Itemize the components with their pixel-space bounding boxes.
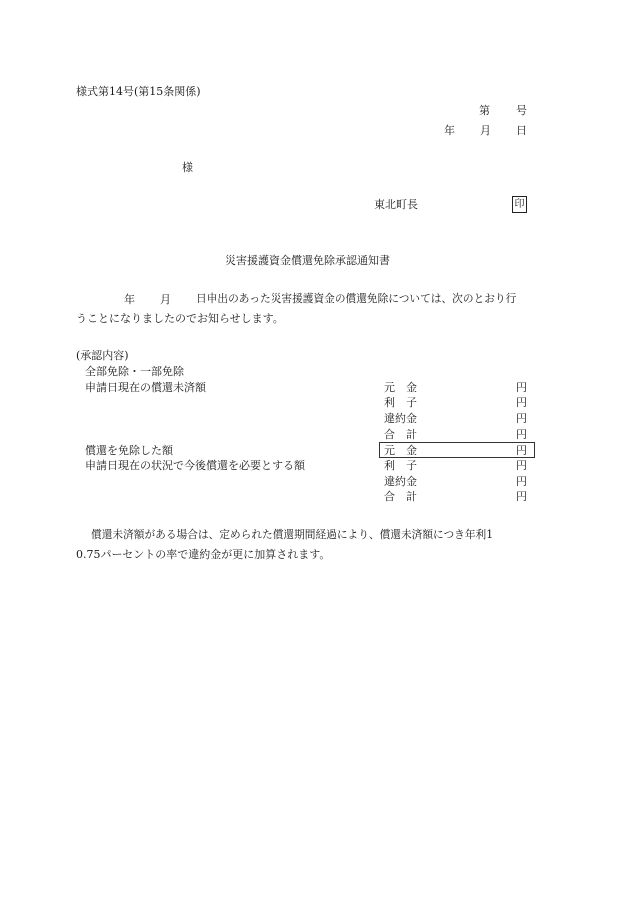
yen-unit: 円 xyxy=(516,490,527,503)
yen-unit: 円 xyxy=(516,396,527,409)
yen-unit: 円 xyxy=(516,444,527,457)
yen-unit: 円 xyxy=(516,381,527,394)
intro-month: 月 xyxy=(160,293,171,306)
yen-unit: 円 xyxy=(516,412,527,425)
unpaid-total-label: 合 計 xyxy=(384,428,417,441)
date-year: 年 xyxy=(444,124,455,137)
approval-heading: (承認内容) xyxy=(76,349,129,362)
exemption-type: 全部免除・一部免除 xyxy=(85,365,184,378)
future-interest-label: 利 子 xyxy=(384,459,417,472)
seal-mark: 印 xyxy=(512,196,527,213)
future-label: 申請日現在の状況で今後償還を必要とする額 xyxy=(85,459,305,472)
yen-unit: 円 xyxy=(516,459,527,472)
doc-number-suffix: 号 xyxy=(516,104,527,117)
document-title: 災害援護資金償還免除承認通知書 xyxy=(225,254,390,267)
intro-line-1: 日申出のあった災害援護資金の償還免除については、次のとおり行 xyxy=(196,292,517,305)
yen-unit: 円 xyxy=(516,428,527,441)
future-penalty-label: 違約金 xyxy=(384,475,417,488)
form-label: 様式第14号(第15条関係) xyxy=(76,85,201,98)
date-month: 月 xyxy=(480,124,491,137)
yen-unit: 円 xyxy=(516,475,527,488)
unpaid-principal-label: 元 金 xyxy=(384,381,417,394)
addressee-suffix: 様 xyxy=(182,161,193,174)
date-day: 日 xyxy=(516,124,527,137)
doc-number-prefix: 第 xyxy=(479,104,490,117)
unpaid-interest-label: 利 子 xyxy=(384,396,417,409)
intro-line-2: うことになりましたのでお知らせします。 xyxy=(76,312,284,325)
exempted-principal-label: 元 金 xyxy=(384,444,417,457)
unpaid-label: 申請日現在の償還未済額 xyxy=(85,381,206,394)
note-line-1: 償還未済額がある場合は、定められた償還期間経過により、償還未済額につき年利1 xyxy=(91,528,494,541)
intro-year: 年 xyxy=(124,293,135,306)
unpaid-penalty-label: 違約金 xyxy=(384,412,417,425)
exempted-label: 償還を免除した額 xyxy=(85,444,173,457)
issuer-title: 東北町長 xyxy=(374,198,418,211)
future-total-label: 合 計 xyxy=(384,490,417,503)
note-line-2: 0.75パーセントの率で違約金が更に加算されます。 xyxy=(76,548,331,561)
